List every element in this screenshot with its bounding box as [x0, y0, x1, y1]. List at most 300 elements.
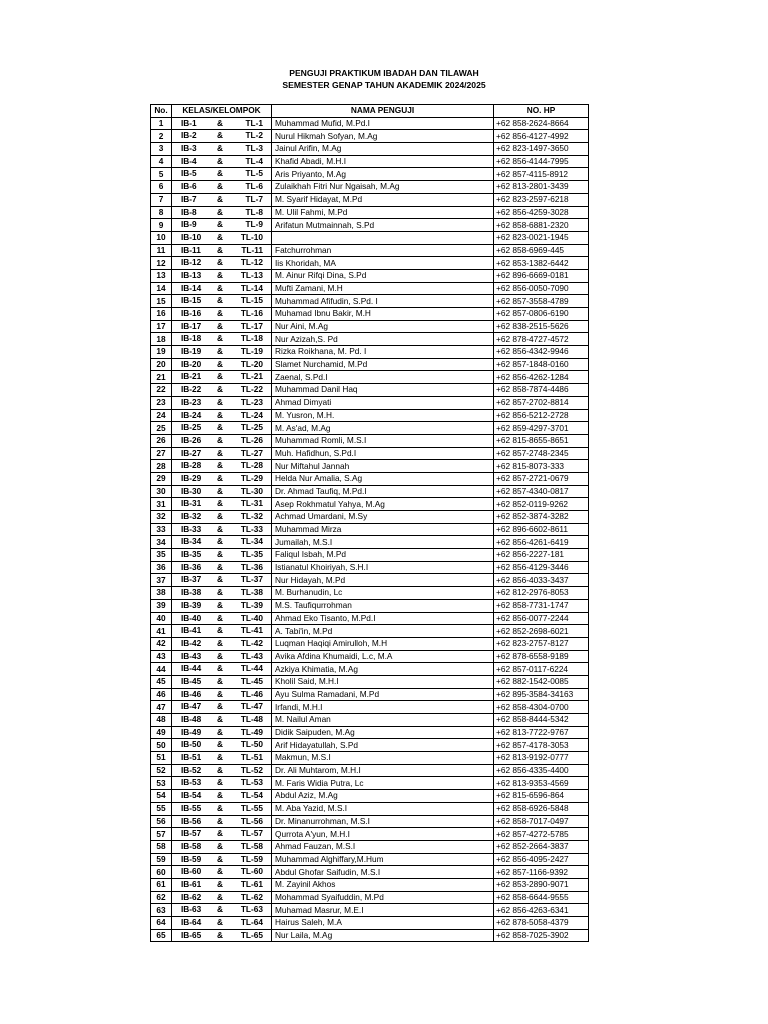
ibadah-group: IB-45: [181, 675, 202, 686]
row-class-group: [172, 790, 272, 803]
row-number: 20: [151, 358, 172, 371]
row-number: 56: [151, 815, 172, 828]
row-class-group: [172, 650, 272, 663]
row-class-group: [172, 117, 272, 130]
examiner-name: Slamet Nurchamid, M.Pd: [272, 358, 494, 371]
tilawah-group: TL-19: [240, 346, 263, 357]
document-subtitle: SEMESTER GENAP TAHUN AKADEMIK 2024/2025: [282, 80, 486, 90]
ampersand: &: [217, 333, 223, 344]
row-number: 39: [151, 599, 172, 612]
ampersand: &: [217, 409, 223, 420]
table-row: [151, 904, 589, 917]
ampersand: &: [217, 371, 223, 382]
phone-number: +62 852-0119-9262: [494, 498, 589, 511]
tilawah-group: TL-59: [240, 853, 263, 864]
row-number: 57: [151, 828, 172, 841]
ampersand: &: [217, 815, 223, 826]
ibadah-group: IB-5: [181, 168, 197, 179]
ibadah-group: IB-34: [181, 536, 202, 547]
row-number: 9: [151, 219, 172, 232]
tilawah-group: TL-28: [240, 460, 263, 471]
phone-number: +62 858-6881-2320: [494, 219, 589, 232]
tilawah-group: TL-58: [240, 840, 263, 851]
table-row: [151, 358, 589, 371]
examiner-name: Muhammad Mirza: [272, 523, 494, 536]
row-class-group: [172, 917, 272, 930]
examiner-name: Achmad Umardani, M.Sy: [272, 511, 494, 524]
phone-number: +62 857-0117-6224: [494, 663, 589, 676]
row-class-group: [172, 269, 272, 282]
row-number: 35: [151, 549, 172, 562]
table-row: [151, 790, 589, 803]
tilawah-group: TL-51: [240, 752, 263, 763]
ibadah-group: IB-13: [181, 269, 202, 280]
ampersand: &: [217, 536, 223, 547]
table-row: [151, 257, 589, 270]
phone-number: +62 857-2748-2345: [494, 447, 589, 460]
tilawah-group: TL-38: [240, 587, 263, 598]
tilawah-group: TL-41: [240, 625, 263, 636]
row-class-group: [172, 777, 272, 790]
examiner-name: Zulaikhah Fitri Nur Ngaisah, M.Ag: [272, 181, 494, 194]
row-class-group: [172, 358, 272, 371]
tilawah-group: TL-9: [245, 219, 263, 230]
phone-number: +62 856-4033-3437: [494, 574, 589, 587]
examiner-name: [272, 231, 494, 244]
document-title: PENGUJI PRAKTIKUM IBADAH DAN TILAWAH: [289, 68, 479, 78]
tilawah-group: TL-1: [245, 117, 263, 128]
ibadah-group: IB-7: [181, 193, 197, 204]
table-row: [151, 739, 589, 752]
row-number: 16: [151, 308, 172, 321]
phone-number: +62 858-2624-8664: [494, 117, 589, 130]
row-number: 7: [151, 193, 172, 206]
row-number: 59: [151, 853, 172, 866]
ampersand: &: [217, 802, 223, 813]
table-row: [151, 637, 589, 650]
examiner-name: M. Aba Yazid, M.S.I: [272, 802, 494, 815]
header-kelas: KELAS/KELOMPOK: [172, 105, 272, 118]
tilawah-group: TL-61: [240, 878, 263, 889]
table-row: [151, 511, 589, 524]
ampersand: &: [217, 206, 223, 217]
ampersand: &: [217, 866, 223, 877]
ampersand: &: [217, 828, 223, 839]
table-row: [151, 917, 589, 930]
examiner-table: [150, 104, 589, 942]
table-row: [151, 549, 589, 562]
ibadah-group: IB-63: [181, 904, 202, 915]
row-number: 13: [151, 269, 172, 282]
tilawah-group: TL-11: [241, 244, 263, 255]
row-number: 63: [151, 904, 172, 917]
ibadah-group: IB-65: [181, 929, 202, 940]
examiner-name: Muhammad Mufid, M.Pd.I: [272, 117, 494, 130]
phone-number: +62 858-6969-445: [494, 244, 589, 257]
ibadah-group: IB-24: [181, 409, 202, 420]
ibadah-group: IB-44: [181, 663, 202, 674]
examiner-name: Kholil Said, M.H.I: [272, 675, 494, 688]
table-row: [151, 701, 589, 714]
phone-number: +62 815-6596-864: [494, 790, 589, 803]
header-hp: NO. HP: [494, 105, 589, 118]
examiner-name: M. Faris Widia Putra, Lc: [272, 777, 494, 790]
row-number: 61: [151, 878, 172, 891]
examiner-name: Muhamad Masrur, M.E.I: [272, 904, 494, 917]
ibadah-group: IB-6: [181, 181, 197, 192]
row-number: 45: [151, 675, 172, 688]
ibadah-group: IB-43: [181, 650, 202, 661]
table-row: [151, 561, 589, 574]
ampersand: &: [217, 726, 223, 737]
row-class-group: [172, 815, 272, 828]
row-number: 3: [151, 143, 172, 156]
ampersand: &: [217, 257, 223, 268]
ibadah-group: IB-38: [181, 587, 202, 598]
table-row: [151, 599, 589, 612]
ibadah-group: IB-2: [181, 130, 197, 141]
phone-number: +62 859-4297-3701: [494, 422, 589, 435]
phone-number: +62 857-2721-0679: [494, 472, 589, 485]
examiner-name: Nur Laila, M.Ag: [272, 929, 494, 942]
examiner-name: Ahmad Eko Tisanto, M.Pd.I: [272, 612, 494, 625]
row-number: 24: [151, 409, 172, 422]
tilawah-group: TL-18: [240, 333, 263, 344]
phone-number: +62 878-4727-4572: [494, 333, 589, 346]
row-number: 2: [151, 130, 172, 143]
row-number: 14: [151, 282, 172, 295]
tilawah-group: TL-31: [240, 498, 263, 509]
row-number: 49: [151, 726, 172, 739]
examiner-name: Muhammad Afifudin, S.Pd. I: [272, 295, 494, 308]
phone-number: +62 838-2515-5626: [494, 320, 589, 333]
row-class-group: [172, 295, 272, 308]
ibadah-group: IB-18: [181, 333, 202, 344]
row-class-group: [172, 231, 272, 244]
ibadah-group: IB-62: [181, 891, 202, 902]
examiner-name: Dr. Minanurrohman, M.S.I: [272, 815, 494, 828]
phone-number: +62 852-2698-6021: [494, 625, 589, 638]
tilawah-group: TL-50: [240, 739, 263, 750]
tilawah-group: TL-52: [240, 764, 263, 775]
table-row: [151, 929, 589, 942]
examiner-name: Ahmad Fauzan, M.S.I: [272, 840, 494, 853]
phone-number: +62 858-7017-0497: [494, 815, 589, 828]
tilawah-group: TL-64: [240, 917, 263, 927]
examiner-name: Khafid Abadi, M.H.I: [272, 155, 494, 168]
tilawah-group: TL-60: [240, 866, 263, 877]
table-row: [151, 587, 589, 600]
table-row: [151, 282, 589, 295]
phone-number: +62 878-6558-9189: [494, 650, 589, 663]
phone-number: +62 856-0050-7090: [494, 282, 589, 295]
examiner-name: M. Zayinil Akhos: [272, 878, 494, 891]
row-class-group: [172, 460, 272, 473]
examiner-name: Faliqul Isbah, M.Pd: [272, 549, 494, 562]
row-class-group: [172, 472, 272, 485]
ampersand: &: [217, 219, 223, 230]
examiner-name: Avika Afdina Khumaidi, L.c, M.A: [272, 650, 494, 663]
tilawah-group: TL-57: [240, 828, 263, 839]
ibadah-group: IB-25: [181, 422, 202, 433]
row-class-group: [172, 625, 272, 638]
ampersand: &: [217, 688, 223, 699]
table-row: [151, 802, 589, 815]
row-number: 38: [151, 587, 172, 600]
ibadah-group: IB-36: [181, 561, 202, 572]
row-class-group: [172, 904, 272, 917]
phone-number: +62 815-8655-8651: [494, 434, 589, 447]
examiner-name: Ayu Sulma Ramadani, M.Pd: [272, 688, 494, 701]
ibadah-group: IB-3: [181, 143, 197, 154]
row-number: 5: [151, 168, 172, 181]
tilawah-group: TL-53: [240, 777, 263, 788]
table-row: [151, 231, 589, 244]
row-number: 36: [151, 561, 172, 574]
tilawah-group: TL-22: [240, 384, 263, 395]
examiner-name: Nur Hidayah, M.Pd: [272, 574, 494, 587]
row-class-group: [172, 764, 272, 777]
examiner-name: Dr. Ali Muhtarom, M.H.I: [272, 764, 494, 777]
ampersand: &: [217, 422, 223, 433]
examiner-name: Abdul Ghofar Saifudin, M.S.I: [272, 866, 494, 879]
ibadah-group: IB-47: [181, 701, 202, 712]
row-number: 27: [151, 447, 172, 460]
ampersand: &: [217, 714, 223, 724]
phone-number: +62 852-2664-3837: [494, 840, 589, 853]
table-row: [151, 574, 589, 587]
row-class-group: [172, 320, 272, 333]
row-class-group: [172, 587, 272, 600]
table-row: [151, 650, 589, 663]
ibadah-group: IB-49: [181, 726, 202, 737]
examiner-name: Helda Nur Amalia, S.Ag: [272, 472, 494, 485]
ampersand: &: [217, 637, 223, 648]
ibadah-group: IB-61: [181, 878, 202, 889]
row-class-group: [172, 168, 272, 181]
phone-number: +62 896-6602-8611: [494, 523, 589, 536]
row-class-group: [172, 675, 272, 688]
examiner-name: Hairus Saleh, M.A: [272, 917, 494, 930]
tilawah-group: TL-49: [240, 726, 263, 737]
ampersand: &: [217, 587, 223, 598]
row-number: 10: [151, 231, 172, 244]
table-row: [151, 117, 589, 130]
tilawah-group: TL-7: [245, 193, 263, 204]
table-row: [151, 840, 589, 853]
ibadah-group: IB-29: [181, 472, 202, 483]
ampersand: &: [217, 485, 223, 496]
tilawah-group: TL-14: [240, 282, 263, 293]
examiner-name: M. Yusron, M.H.: [272, 409, 494, 422]
phone-number: +62 823-1497-3650: [494, 143, 589, 156]
tilawah-group: TL-15: [240, 295, 263, 306]
ibadah-group: IB-30: [181, 485, 202, 496]
phone-number: +62 856-4335-4400: [494, 764, 589, 777]
examiner-name: M. Nailul Aman: [272, 714, 494, 727]
table-row: [151, 752, 589, 765]
ibadah-group: IB-12: [181, 257, 202, 268]
phone-number: +62 856-4263-6341: [494, 904, 589, 917]
ampersand: &: [217, 117, 223, 128]
tilawah-group: TL-3: [245, 143, 263, 154]
tilawah-group: TL-37: [240, 574, 263, 585]
row-number: 11: [151, 244, 172, 257]
tilawah-group: TL-26: [240, 434, 263, 445]
table-row: [151, 409, 589, 422]
table-row: [151, 206, 589, 219]
row-class-group: [172, 485, 272, 498]
row-class-group: [172, 561, 272, 574]
row-number: 22: [151, 384, 172, 397]
examiner-name: Nur Azizah,S. Pd: [272, 333, 494, 346]
ibadah-group: IB-33: [181, 523, 202, 534]
row-number: 33: [151, 523, 172, 536]
ampersand: &: [217, 840, 223, 851]
examiner-name: Muhamad Ibnu Bakir, M.H: [272, 308, 494, 321]
ibadah-group: IB-20: [181, 358, 202, 369]
ampersand: &: [217, 320, 223, 331]
row-class-group: [172, 574, 272, 587]
examiner-name: Muh. Hafidhun, S.Pd.I: [272, 447, 494, 460]
table-row: [151, 143, 589, 156]
row-class-group: [172, 599, 272, 612]
ibadah-group: IB-28: [181, 460, 202, 471]
table-row: [151, 815, 589, 828]
table-row: [151, 193, 589, 206]
ibadah-group: IB-26: [181, 434, 202, 445]
ampersand: &: [217, 358, 223, 369]
ibadah-group: IB-48: [181, 714, 202, 724]
row-class-group: [172, 384, 272, 397]
phone-number: +62 858-7874-4486: [494, 384, 589, 397]
examiner-name: Luqman Haqiqi Amirulloh, M.H: [272, 637, 494, 650]
tilawah-group: TL-48: [240, 714, 263, 724]
ampersand: &: [217, 181, 223, 192]
ampersand: &: [217, 523, 223, 534]
ibadah-group: IB-53: [181, 777, 202, 788]
tilawah-group: TL-33: [240, 523, 263, 534]
ibadah-group: IB-52: [181, 764, 202, 775]
ampersand: &: [217, 599, 223, 610]
row-number: 18: [151, 333, 172, 346]
row-class-group: [172, 244, 272, 257]
ampersand: &: [217, 472, 223, 483]
row-number: 43: [151, 650, 172, 663]
ampersand: &: [217, 511, 223, 521]
examiner-name: M. As'ad, M.Ag: [272, 422, 494, 435]
examiner-name: Asep Rokhmatul Yahya, M.Ag: [272, 498, 494, 511]
ibadah-group: IB-22: [181, 384, 202, 395]
examiner-name: Dr. Ahmad Taufiq, M.Pd.I: [272, 485, 494, 498]
ampersand: &: [217, 764, 223, 775]
row-number: 52: [151, 764, 172, 777]
row-class-group: [172, 346, 272, 359]
table-row: [151, 866, 589, 879]
row-number: 17: [151, 320, 172, 333]
phone-number: +62 856-5212-2728: [494, 409, 589, 422]
phone-number: +62 857-4272-5785: [494, 828, 589, 841]
phone-number: +62 856-4259-3028: [494, 206, 589, 219]
examiner-name: Rizka Roikhana, M. Pd. I: [272, 346, 494, 359]
row-class-group: [172, 409, 272, 422]
table-row: [151, 346, 589, 359]
tilawah-group: TL-45: [240, 675, 263, 686]
row-class-group: [172, 511, 272, 524]
row-number: 34: [151, 536, 172, 549]
phone-number: +62 856-4127-4992: [494, 130, 589, 143]
table-row: [151, 244, 589, 257]
table-row: [151, 688, 589, 701]
row-number: 1: [151, 117, 172, 130]
tilawah-group: TL-63: [240, 904, 263, 915]
phone-number: +62 853-1382-6442: [494, 257, 589, 270]
row-class-group: [172, 891, 272, 904]
examiner-name: Muhammad Danil Haq: [272, 384, 494, 397]
tilawah-group: TL-36: [240, 561, 263, 572]
phone-number: +62 858-8444-5342: [494, 714, 589, 727]
table-row: [151, 320, 589, 333]
ibadah-group: IB-50: [181, 739, 202, 750]
phone-number: +62 857-1166-9392: [494, 866, 589, 879]
table-row: [151, 523, 589, 536]
ampersand: &: [217, 130, 223, 141]
examiner-name: Ahmad Dimyati: [272, 396, 494, 409]
examiner-name: Aris Priyanto, M.Ag: [272, 168, 494, 181]
ampersand: &: [217, 790, 223, 801]
tilawah-group: TL-55: [240, 802, 263, 813]
tilawah-group: TL-16: [240, 308, 263, 318]
phone-number: +62 813-9353-4569: [494, 777, 589, 790]
tilawah-group: TL-2: [245, 130, 263, 141]
ampersand: &: [217, 498, 223, 509]
tilawah-group: TL-54: [240, 790, 263, 801]
ibadah-group: IB-40: [181, 612, 202, 623]
phone-number: +62 858-4304-0700: [494, 701, 589, 714]
examiner-name: Jainul Arifin, M.Ag: [272, 143, 494, 156]
ibadah-group: IB-56: [181, 815, 202, 826]
row-number: 25: [151, 422, 172, 435]
row-class-group: [172, 219, 272, 232]
table-row: [151, 371, 589, 384]
tilawah-group: TL-56: [240, 815, 263, 826]
ampersand: &: [217, 675, 223, 686]
ampersand: &: [217, 739, 223, 750]
table-row: [151, 168, 589, 181]
phone-number: +62 857-2702-8814: [494, 396, 589, 409]
row-number: 12: [151, 257, 172, 270]
tilawah-group: TL-17: [240, 320, 263, 331]
phone-number: +62 858-6926-5848: [494, 802, 589, 815]
table-row: [151, 891, 589, 904]
ampersand: &: [217, 701, 223, 712]
table-row: [151, 828, 589, 841]
phone-number: +62 813-7722-9767: [494, 726, 589, 739]
row-class-group: [172, 663, 272, 676]
table-row: [151, 663, 589, 676]
phone-number: +62 856-0077-2244: [494, 612, 589, 625]
ibadah-group: IB-31: [181, 498, 202, 509]
phone-number: +62 856-4342-9946: [494, 346, 589, 359]
phone-number: +62 895-3584-34163: [494, 688, 589, 701]
table-row: [151, 878, 589, 891]
tilawah-group: TL-21: [240, 371, 263, 382]
phone-number: +62 823-0021-1945: [494, 231, 589, 244]
phone-number: +62 815-8073-333: [494, 460, 589, 473]
row-class-group: [172, 612, 272, 625]
table-row: [151, 269, 589, 282]
row-number: 40: [151, 612, 172, 625]
